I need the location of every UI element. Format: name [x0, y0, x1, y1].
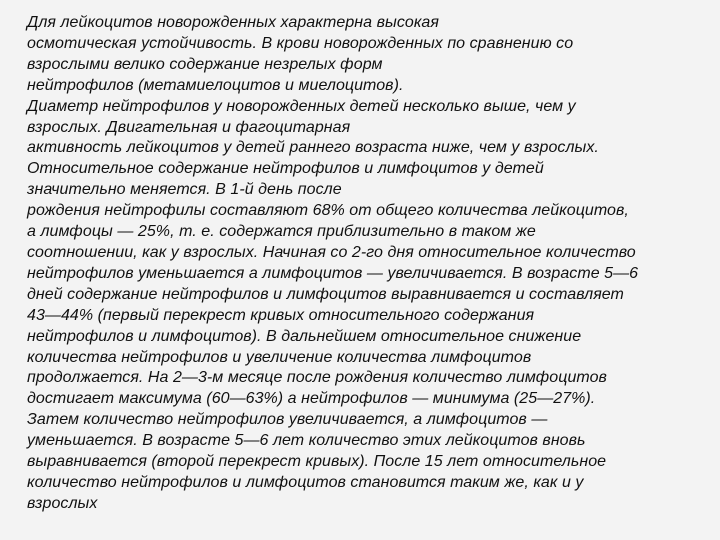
text-line: нейтрофилов (метамиелоцитов и миелоцитов).	[27, 76, 404, 94]
text-line: а лимфоцы — 25%, т. е. содержатся приблизительно в таком же	[27, 223, 536, 241]
text-line: 43—44% (первый перекрест кривых относительного содержания	[27, 306, 535, 324]
text-line: количество нейтрофилов и лимфоцитов становится таким же, как и у	[27, 473, 584, 491]
text-line: рождения нейтрофилы составляют 68% от общего количества лейкоцитов,	[27, 202, 629, 220]
text-line: выравнивается (второй перекрест кривых). После 15 лет относительное	[27, 453, 607, 471]
text-line: нейтрофилов уменьшается а лимфоцитов — увеличивается. В возрасте 5—6	[27, 264, 639, 282]
text-line: уменьшается. В возрасте 5—6 лет количество этих лейкоцитов вновь	[27, 432, 586, 450]
text-line: значительно меняется. В 1-й день после	[27, 181, 342, 199]
text-line: Диаметр нейтрофилов у новорожденных детей несколько выше, чем у	[27, 97, 576, 115]
text-line: дней содержание нейтрофилов и лимфоцитов выравнивается и составляет	[27, 285, 624, 303]
text-line: продолжается. На 2—3-м месяце после рождения количество лимфоцитов	[27, 369, 607, 387]
text-line: достигает максимума (60—63%) а нейтрофилов — минимума (25—27%).	[27, 390, 596, 408]
text-line: нейтрофилов и лимфоцитов). В дальнейшем относительное снижение	[27, 327, 582, 345]
text-line: соотношении, как у взрослых. Начиная со 2-го дня относительное количество	[27, 243, 636, 261]
text-line: взрослых	[27, 494, 98, 512]
text-line: осмотическая устойчивость. В крови новорожденных по сравнению со	[27, 34, 574, 52]
text-line: количества нейтрофилов и увеличение количества лимфоцитов	[27, 348, 532, 366]
text-line: Затем количество нейтрофилов увеличивается, а лимфоцитов —	[27, 411, 548, 429]
text-line: взрослых. Двигательная и фагоцитарная	[27, 118, 351, 136]
text-line: Относительное содержание нейтрофилов и лимфоцитов у детей	[27, 160, 544, 178]
text-line: Для лейкоцитов новорожденных характерна высокая	[27, 14, 439, 31]
text-line: взрослыми велико содержание незрелых форм	[27, 55, 383, 73]
text-line: активность лейкоцитов у детей раннего возраста ниже, чем у взрослых.	[27, 139, 599, 157]
body-text	[27, 13, 717, 515]
